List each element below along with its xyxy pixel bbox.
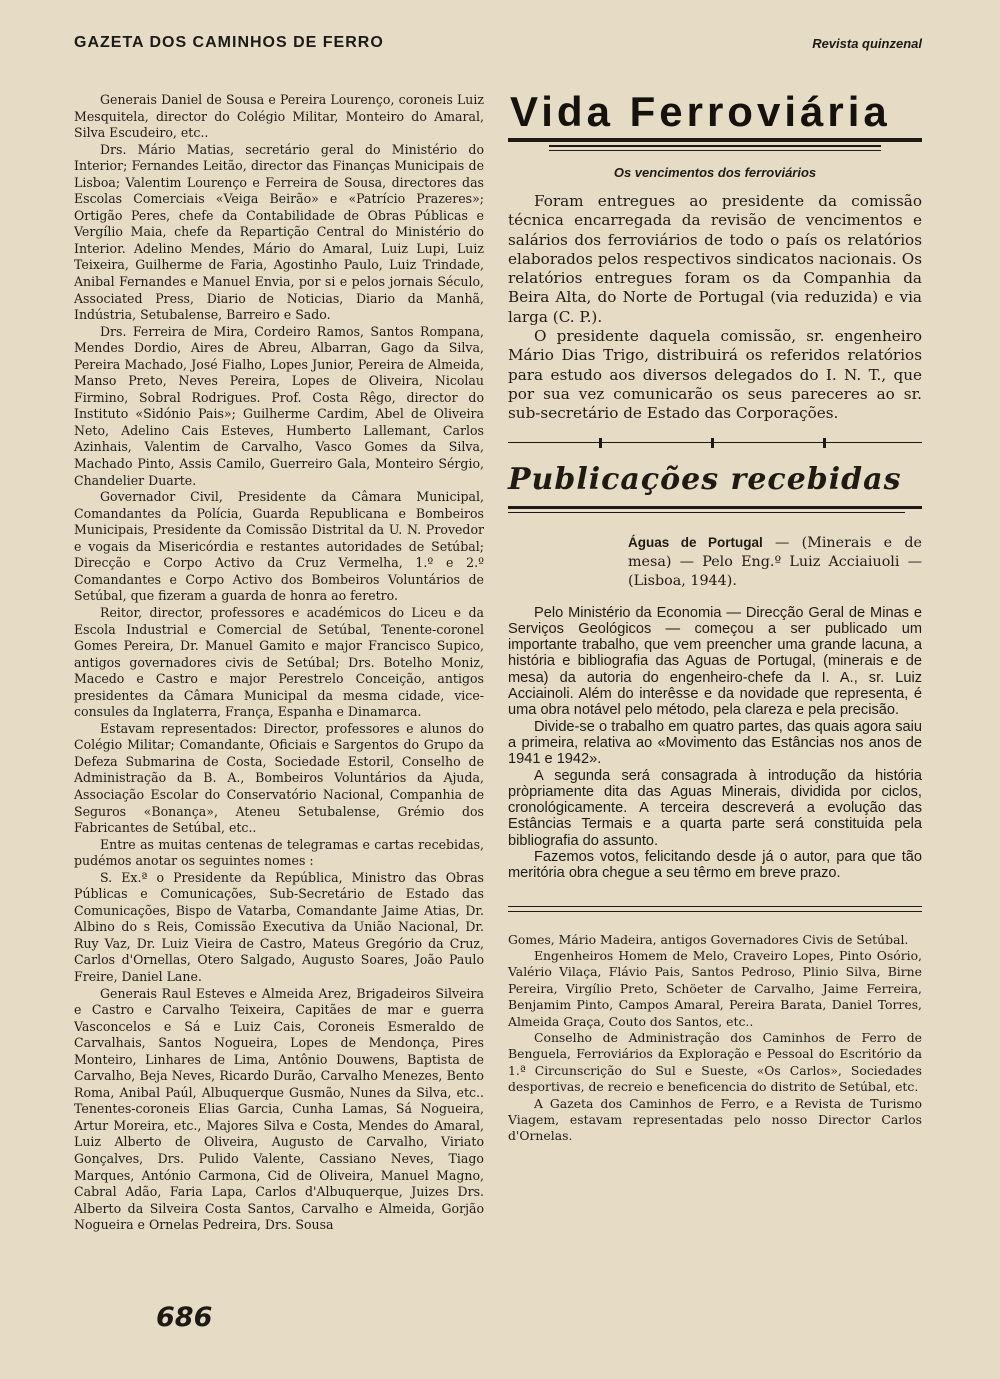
paragraph: Foram entregues ao presidente da comissão técnica encarregada da revisão de vencimentos e salários dos ferroviários de todo o país os relatórios elaborados pelos respectivos sindicatos nacionais. Os relatórios entregues foram os da Companhia da Beira Alta, do Norte de Portugal (via reduzida) e via larga (C. P.).	[508, 192, 922, 326]
ornament-divider	[508, 436, 922, 450]
paragraph: Generais Daniel de Sousa e Pereira Lourenço, coroneis Luiz Mesquitela, director do Colégio Militar, Monteiro do Amaral, Silva Escudeiro, etc..	[74, 92, 484, 141]
journal-frequency: Revista quinzenal	[812, 36, 922, 51]
page-number: 686	[156, 1302, 213, 1333]
paragraph: Generais Raul Esteves e Almeida Arez, Brigadeiros Silveira e Castro e Carvalho Teixeira, Capitães de mar e guerra Vasconcelos e Sá e Luiz Cais, Coroneis Esmeraldo de Carvalhais, Santos Nogueira, Lopes de Mendonça, Pires Monteiro, Linhares de Lima, Antônio Douwens, Baptista de Carvalho, Beja Neves, Ricardo Durão, Carvalho Menezes, Bento Roma, Anibal Paúl, Albuquerque Gusmão, Nunes da Silva, etc.. Tenentes-coroneis Elias Garcia, Cunha Lamas, Sá Nogueira, Artur Moreira, etc., Majores Silva e Costa, Mendes do Amaral, Luiz Alberto de Oliveira, Augusto de Carvalho, Viriato Gonçalves, Drs. Pulido Valente, Cassiano Neves, Tiago Marques, António Carmona, Cid de Oliveira, Manuel Magno, Cabral Adão, Faria Lapa, Carlos d'Albuquerque, Juizes Drs. Alberto da Silveira Costa Santos, Carvalho e Almeida, Gorjão Nogueira e Ornelas Pedreira, Drs. Sousa	[74, 985, 484, 1233]
paragraph: A Gazeta dos Caminhos de Ferro, e a Revista de Turismo Viagem, estavam representadas pelo nosso Director Carlos d'Ornelas.	[508, 1095, 922, 1144]
title-rule-thin	[508, 512, 905, 513]
divider-mark	[711, 438, 714, 448]
book-reference	[628, 533, 922, 591]
paragraph: Conselho de Administração dos Caminhos de Ferro de Benguela, Ferroviários da Exploração e Pessoal do Escritório da 1.ª Circunscrição do Sul e Sueste, «Os Carlos», Sociedades desportivas, de recreio e beneficencia do distrito de Setúbal, etc.	[508, 1030, 922, 1095]
paragraph: S. Ex.ª o Presidente da República, Ministro das Obras Públicas e Comunicações, Sub-Secretário de Estado das Comunicações, Bispo de Vatarba, Comandante Jaime Atias, Dr. Albino do s Reis, Comissão Executiva da União Nacional, Dr. Ruy Vaz, Dr. Luiz Vieira de Castro, Mateus Gregório da Cruz, Carlos d'Ornellas, Otero Salgado, Augusto Soares, João Paulo Freire, Daniel Lane.	[74, 869, 484, 984]
vida-article-body	[508, 192, 922, 424]
continuation-text	[508, 932, 922, 1145]
paragraph: A segunda será consagrada à introdução da história pròpriamente dita das Aguas Minerais, dividida por ciclos, cronológicamente. A terceira descreverá a evolução das Estâncias Termais e a quarta parte será constituida pela bibliografia do assunto.	[508, 767, 922, 849]
title-rule-double	[549, 145, 880, 151]
paragraph: Reitor, director, professores e académicos do Liceu e da Escola Industrial e Comercial de Setúbal, Tenente-coronel Gomes Pereira, Dr. Manuel Gamito e major Francisco Supico, antigos governadores civis de Setúbal; Drs. Botelho Moniz, Macedo e Castro e major Perestrelo Conceição, antigos presidentes da Câmara Municipal da mesma cidade, vice-consules da Inglaterra, França, Espanha e Dinamarca.	[74, 604, 484, 720]
right-column	[508, 88, 922, 1145]
paragraph: Divide-se o trabalho em quatro partes, das quais agora saiu a primeira, relativa ao «Movimento das Estâncias nos anos de 1941 e 1942».	[508, 718, 922, 768]
book-title: Águas de Portugal	[628, 534, 763, 550]
paragraph: Entre as muitas centenas de telegramas e cartas recebidas, pudémos anotar os seguintes nomes :	[74, 836, 484, 869]
separator-rule	[508, 906, 922, 907]
left-column	[74, 92, 484, 1234]
journal-title: GAZETA DOS CAMINHOS DE FERRO	[74, 34, 384, 51]
paragraph: Pelo Ministério da Economia — Direcção Geral de Minas e Serviços Geológicos — começou a ser publicado um importante trabalho, que vem preencher uma grande lacuna, a história e bibliografia das Aguas de Portugal, (minerais e de mesa) da autoria do engenheiro-chefe da I. A., sr. Luiz Acciainoli. Além do interêsse e da novidade que representa, é uma obra notável pelo método, pela clareza e pela precisão.	[508, 604, 922, 719]
paragraph: Gomes, Mário Madeira, antigos Governadores Civis de Setúbal.	[508, 931, 909, 947]
divider-line	[508, 442, 922, 443]
paragraph: Drs. Mário Matias, secretário geral do Ministério do Interior; Fernandes Leitão, director das Finanças Municipais de Lisboa; Valentim Lourenço e Ferreira de Sousa, directores das Escolas Comerciais «Veiga Beirão» e «Patrício Prazeres»; Ortigão Peres, chefe da Contabilidade de Obras Públicas e Vergílio Maia, chefe da Repartição Central do Ministério do Interior. Adelino Mendes, Mário do Amaral, Luiz Lupi, Luiz Teixeira, Guilherme de Faria, Agostinho Paulo, Luiz Trindade, Anibal Fernandes e Manuel Envia, por si e pelos jornais Século, Associated Press, Diario de Noticias, Diario da Manhã, Indústria, Setubalense, Barreiro e Sado.	[74, 141, 484, 323]
paragraph: Fazemos votos, felicitando desde já o autor, para que tão meritória obra chegue a seu têrmo em breve prazo.	[508, 849, 922, 882]
paragraph: Drs. Ferreira de Mira, Cordeiro Ramos, Santos Rompana, Mendes Dordio, Aires de Abreu, Albarran, Gago da Silva, Pereira Machado, José Fialho, Lopes Junior, Pereira de Almeida, Manso Preto, Neves Pereira, Lopes de Oliveira, Nicolau Firmino, Sobral Rodrigues. Prof. Costa Rêgo, director do Instituto «Sidónio Pais»; Guilherme Cardim, Abel de Oliveira Neto, Adelino Cais Esteves, Humberto Lallemant, Carlos Azinhais, Valentim de Carvalho, Vasco Gomes da Silva, Machado Pinto, Assis Camilo, Guerreiro Gala, Monteiro Sérgio, Chandelier Duarte.	[74, 323, 484, 488]
section-title-publicacoes: Publicações recebidas	[508, 461, 902, 497]
book-details: — (Minerais e de mesa) — Pelo Eng.º Luiz Acciaiuoli — (Lisboa, 1944).	[628, 534, 922, 589]
divider-mark	[823, 438, 826, 448]
page-header	[74, 34, 922, 58]
separator-rule	[508, 911, 922, 912]
section-title-vida-ferroviaria: Vida Ferroviária	[510, 88, 891, 135]
paragraph: O presidente daquela comissão, sr. engenheiro Mário Dias Trigo, distribuirá os referidos relatórios para estudo aos diversos delegados do I. N. T., que por sua vez comunicarão os seus pareceres ao sr. sub-secretário de Estado das Corporações.	[508, 327, 922, 423]
title-rule	[508, 138, 922, 142]
publicacoes-body	[508, 605, 922, 882]
divider-mark	[599, 438, 602, 448]
paragraph: Engenheiros Homem de Melo, Craveiro Lopes, Pinto Osório, Valério Vilaça, Flávio Pais, Santos Pedroso, Plinio Silva, Birne Pereira, Virgílio Preto, Schöeter de Carvalho, Jaime Ferreira, Benjamim Pinto, Campos Amaral, Pereira Barata, Daniel Torres, Almeida Graça, Couto dos Santos, etc..	[508, 948, 922, 1029]
paragraph: Estavam representados: Director, professores e alunos do Colégio Militar; Comandante, Oficiais e Sargentos do Grupo da Defeza Submarina de Costa, Sociedade Estoril, Conselho de Administração da B. A., Bombeiros Voluntários da Ajuda, Associação Escolar do Conservatório Nacional, Companhia de Seguros «Bonança», Ateneu Setubalense, Grémio dos Fabricantes de Setúbal, etc..	[74, 720, 484, 836]
title-rule	[508, 506, 922, 509]
article-subtitle: Os vencimentos dos ferroviários	[613, 165, 817, 180]
paragraph: Governador Civil, Presidente da Câmara Municipal, Comandantes da Polícia, Guarda Republicana e Bombeiros Municipais, Presidente da Comissão Distrital da U. N. Provedor e vogais da Misericórdia e restantes autoridades de Setúbal; Direcção e Corpo Activo da Cruz Vermelha, 1.º e 2.º Comandantes e Corpo Activo dos Bombeiros Voluntários de Setúbal, que fizeram a guarda de honra ao feretro.	[74, 489, 484, 604]
